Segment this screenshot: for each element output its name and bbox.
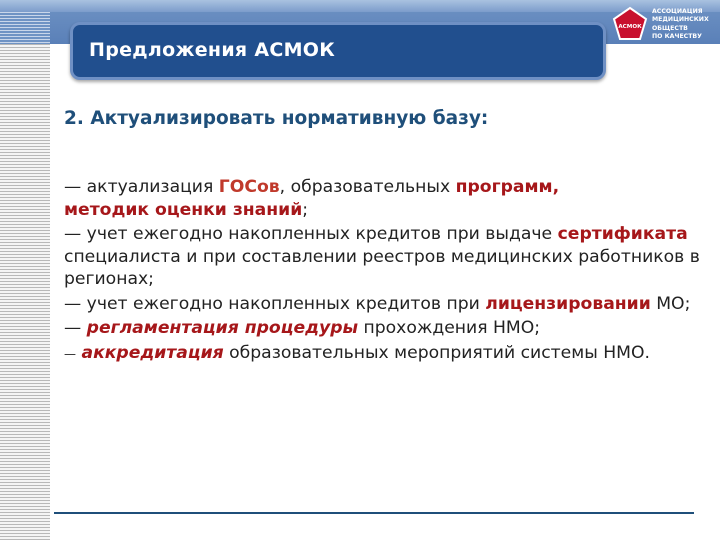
item-dash: — [64, 293, 82, 314]
highlight-term: регламентация процедуры [86, 318, 359, 338]
left-stripes-top [0, 12, 50, 44]
highlight-term: программ, [455, 177, 560, 197]
title-banner [70, 22, 606, 80]
footer-divider [54, 512, 694, 514]
section-heading: 2. Актуализировать нормативную базу: [64, 108, 489, 129]
list-item: — актуализация ГОСов, образовательных программ, методик оценки знаний; [64, 177, 560, 220]
list-item: — учет ежегодно накопленных кредитов при лицензировании МО; [64, 293, 691, 314]
item-dash: — [64, 177, 82, 197]
left-stripes [0, 44, 50, 540]
logo-line: ПО КАЧЕСТВУ [652, 33, 702, 41]
highlight-term: методик оценки знаний [64, 199, 303, 220]
list-item: — учет ежегодно накопленных кредитов при выдаче сертификата специалиста и при составлении реестров медицинских работников в регионах; [64, 224, 700, 289]
highlight-term: аккредитация [81, 342, 224, 363]
item-dash: — [64, 346, 76, 361]
list-item: — регламентация процедуры прохождения НМО; [64, 318, 541, 338]
item-dash: — [64, 224, 82, 244]
logo-line: МЕДИЦИНСКИХ [652, 16, 709, 24]
logo-caption [652, 8, 709, 42]
logo-mark-text: АСМОК [618, 24, 642, 30]
proposal-list [64, 176, 704, 367]
highlight-term: ГОСов [218, 177, 280, 197]
highlight-term: лицензировании [485, 293, 651, 314]
highlight-term: сертификата [557, 224, 688, 244]
list-item: — аккредитация образовательных мероприятий системы НМО. [64, 342, 650, 363]
item-dash: — [64, 318, 82, 338]
logo-line: ОБЩЕСТВ [652, 24, 688, 32]
pentagon-logo-icon [612, 6, 648, 42]
asmok-logo [612, 6, 712, 46]
page-title: Предложения АСМОК [89, 39, 336, 61]
logo-line: АССОЦИАЦИЯ [652, 8, 703, 15]
